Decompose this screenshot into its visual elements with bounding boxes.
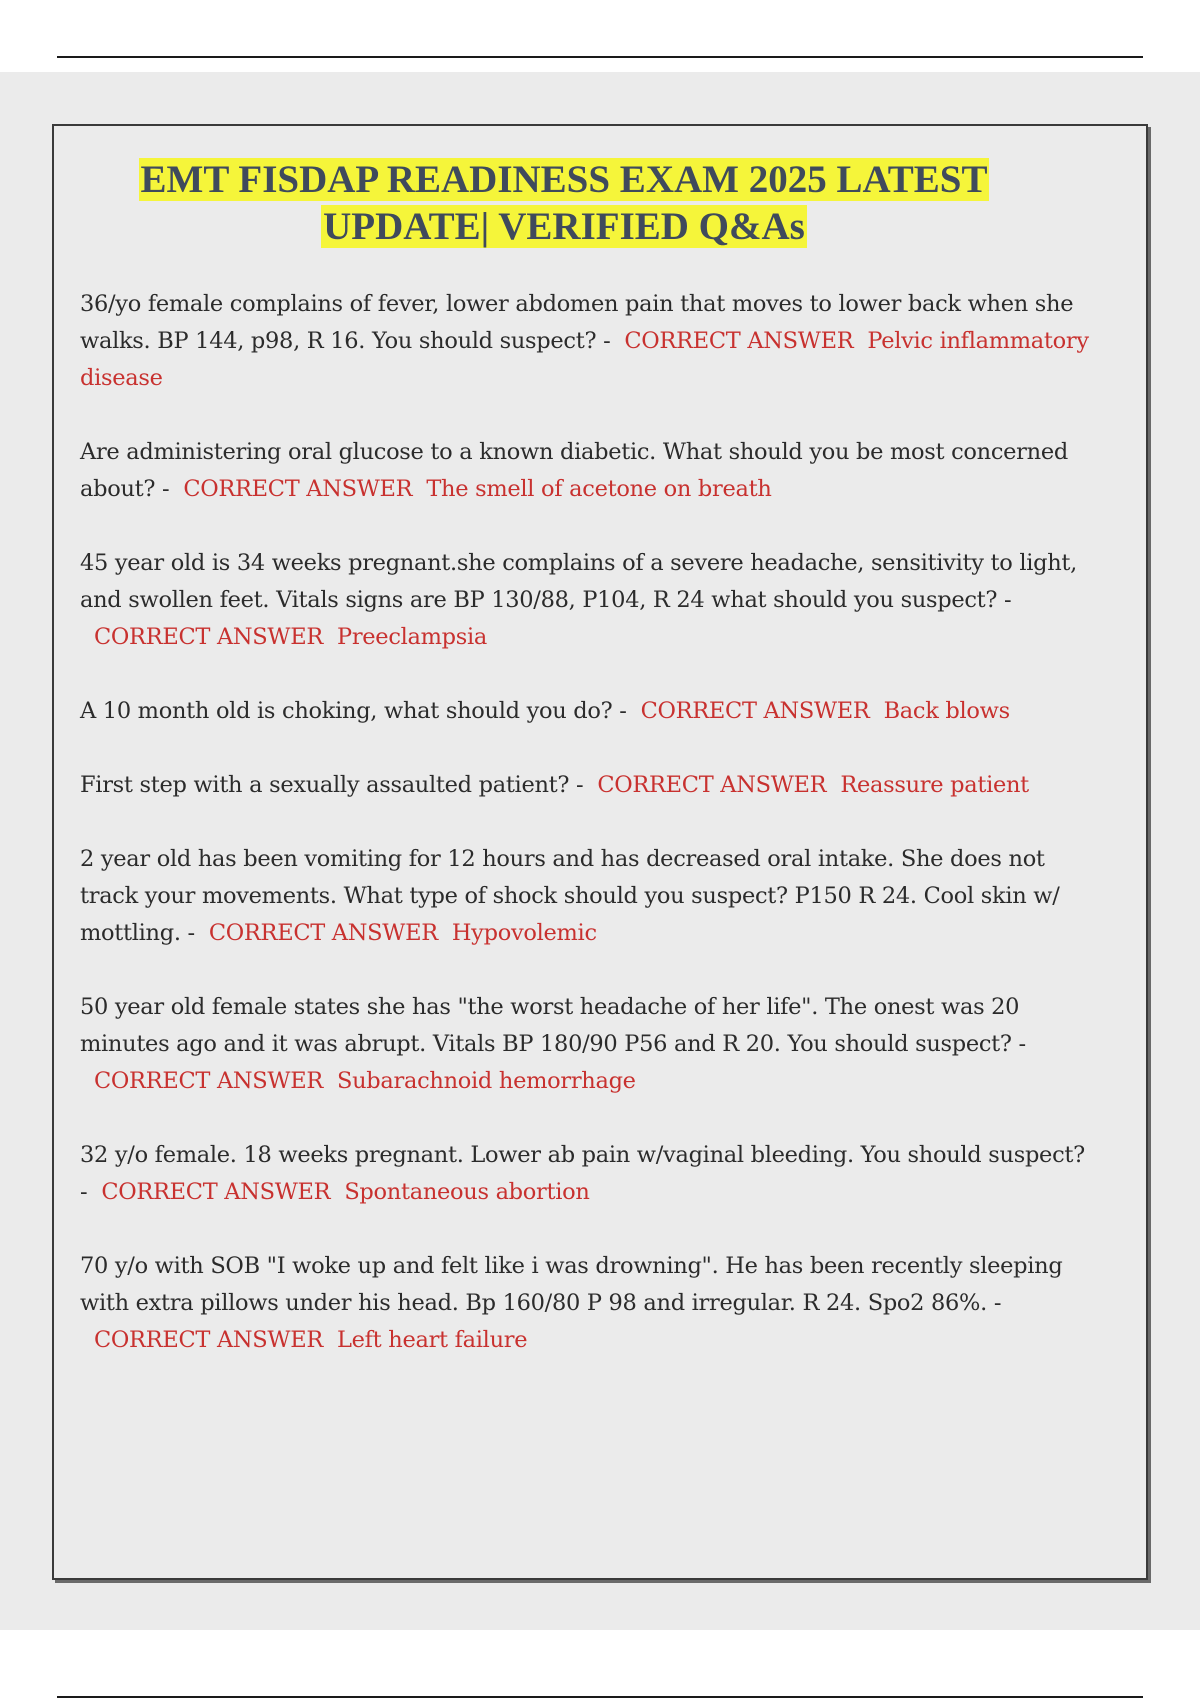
correct-answer-tag: CORRECT ANSWER: [624, 328, 854, 354]
qa-item: [80, 1137, 1090, 1211]
correct-answer-tag: CORRECT ANSWER: [94, 1068, 323, 1094]
qa-item: [80, 767, 1090, 804]
correct-answer-tag: CORRECT ANSWER: [101, 1179, 331, 1205]
correct-answer-tag: CORRECT ANSWER: [94, 624, 323, 650]
question-text: First step with a sexually assaulted patient? -: [80, 772, 584, 798]
answer-text: The smell of acetone on breath: [426, 476, 772, 502]
correct-answer-tag: CORRECT ANSWER: [208, 920, 438, 946]
qa-item: [80, 693, 1090, 730]
qa-item: [80, 545, 1090, 656]
document-title: [54, 156, 1074, 250]
qa-item: [80, 1248, 1090, 1359]
answer-text: Preeclampsia: [337, 624, 488, 650]
title-line-2: UPDATE| VERIFIED Q&As: [323, 205, 805, 248]
answer-text: Back blows: [883, 698, 1010, 724]
qa-item: [80, 286, 1090, 397]
question-text: A 10 month old is choking, what should you do? -: [80, 698, 627, 724]
answer-text: Left heart failure: [337, 1327, 528, 1353]
title-line-1: EMT FISDAP READINESS EXAM 2025 LATEST: [140, 158, 988, 201]
qa-item: [80, 434, 1090, 508]
bottom-rule: [57, 1696, 1143, 1698]
question-text: 45 year old is 34 weeks pregnant.she complains of a severe headache, sensitivity to light, and swollen feet. Vitals signs are BP 130/88, P104, R 24 what should you suspect? -: [80, 550, 1078, 613]
question-text: 50 year old female states she has "the worst headache of her life". The onest was 20 minutes ago and it was abrupt. Vitals BP 180/90 P56 and R 20. You should suspect? -: [80, 994, 1026, 1057]
document-frame: [52, 124, 1148, 1580]
question-text: 2 year old has been vomiting for 12 hours and has decreased oral intake. She does not track your movements. What type of shock should you suspect? P150 R 24. Cool skin w/ mottling. -: [80, 846, 1060, 946]
answer-text: Spontaneous abortion: [344, 1179, 590, 1205]
answer-text: Pelvic inflammatory disease: [80, 328, 1089, 391]
top-rule: [57, 56, 1143, 58]
correct-answer-tag: CORRECT ANSWER: [640, 698, 870, 724]
qa-list: [80, 286, 1090, 1396]
question-text: 32 y/o female. 18 weeks pregnant. Lower ab pain w/vaginal bleeding. You should suspect? -: [80, 1142, 1085, 1205]
correct-answer-tag: CORRECT ANSWER: [94, 1327, 323, 1353]
correct-answer-tag: CORRECT ANSWER: [183, 476, 413, 502]
answer-text: Subarachnoid hemorrhage: [337, 1068, 636, 1094]
question-text: 70 y/o with SOB "I woke up and felt like i was drowning". He has been recently sleeping with extra pillows under his head. Bp 160/80 P 98 and irregular. R 24. Spo2 86%. -: [80, 1253, 1063, 1316]
question-text: 36/yo female complains of fever, lower abdomen pain that moves to lower back when she walks. BP 144, p98, R 16. You should suspect? -: [80, 291, 1074, 354]
answer-text: Hypovolemic: [451, 920, 597, 946]
correct-answer-tag: CORRECT ANSWER: [597, 772, 827, 798]
qa-item: [80, 841, 1090, 952]
qa-item: [80, 989, 1090, 1100]
answer-text: Reassure patient: [840, 772, 1029, 798]
question-text: Are administering oral glucose to a known diabetic. What should you be most concerned about? -: [80, 439, 1068, 502]
